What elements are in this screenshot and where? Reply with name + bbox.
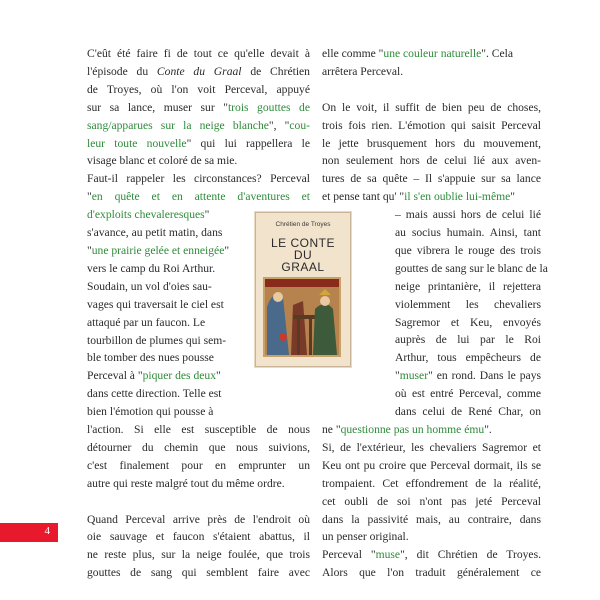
quote-highlight: leur toute nouvelle: [87, 136, 187, 150]
text-line: l'épisode du Conte du Graal de Chrétien: [87, 64, 310, 78]
text-line: violemment les chevaliers: [395, 297, 541, 311]
text-line: oie sauvage et faucon s'étaient abattus, il: [87, 530, 310, 544]
quote-highlight: muser: [399, 369, 429, 383]
paragraph-2: [322, 99, 548, 547]
cover-title: LE CONTE DU GRAAL: [270, 236, 335, 274]
text-line: arrêtera Perceval.: [322, 64, 404, 78]
book-title: Conte du Graal: [156, 64, 242, 78]
text-line: tourbillon de plumes qui sem-: [87, 333, 227, 347]
quote-highlight: il s'en oublie lui-même: [404, 190, 511, 204]
quote-highlight: une couleur naturelle: [383, 47, 482, 60]
text-line: trois fois rien. L'émotion qui saisit Perceval: [322, 118, 541, 132]
text-line: "en quête et en attente d'aventures et: [87, 190, 310, 204]
text-line: Si, de l'extérieur, les chevaliers Sagremor et: [322, 440, 541, 454]
text-line: ne "questionne pas un homme ému".: [322, 423, 492, 437]
text-line: non seulement hors de celui lié aux aven-: [322, 154, 541, 168]
text-line: sang/apparues sur la neige blanche", "cou-: [87, 118, 310, 132]
text-line: Faut-il rappeler les circonstances? Perceval: [87, 172, 310, 186]
text-line: Arthur, tous empêcheurs de: [395, 351, 541, 365]
text-line: Perceval "muse", dit Chrétien de Troyes.: [322, 548, 541, 562]
quote-highlight: trois gouttes de: [227, 100, 310, 114]
text-line: – mais aussi hors de celui lié: [395, 208, 541, 222]
paragraph-1: [322, 45, 541, 81]
text-line: Quand Perceval arrive près de l'endroit où: [87, 512, 310, 526]
quote-highlight: piquer des deux: [142, 369, 217, 383]
text-line: dans cette direction. Telle est: [87, 387, 222, 401]
text-line: au socius humain. Ainsi, tant: [395, 226, 541, 240]
text-line: où est entré Perceval, comme: [395, 387, 541, 401]
text-line: trompaient. Cet effondrement de la réalité,: [322, 476, 541, 490]
text-line: "une prairie gelée et enneigée": [87, 243, 230, 257]
text-line: de Troyes, où l'on voit Perceval, appuyé: [87, 82, 310, 96]
text-line: dans la passivité mais, au contraire, dans: [322, 512, 541, 526]
book-cover-image: [255, 212, 351, 367]
right-column: [322, 45, 548, 582]
text-line: que vibrera le rouge des trois: [395, 243, 541, 257]
text-line: Alors que l'on traduit généralement ce: [322, 566, 541, 580]
text-line: autre qui reste malgré tout du même ordre.: [87, 476, 285, 490]
page-number: 4: [44, 525, 50, 537]
paragraph-1: [87, 45, 310, 170]
text-line: ne reste plus, sur la neige foulée, que trois: [87, 548, 310, 562]
text-line: d'exploits chevaleresques": [87, 208, 210, 222]
text-line: et pense tant qu' "il s'en oublie lui-même": [322, 190, 515, 204]
quote-highlight: cou-: [289, 118, 310, 132]
quote-highlight: questionne pas un homme ému: [340, 423, 485, 437]
quote-highlight: muse: [375, 548, 401, 562]
text-line: un penser original.: [322, 530, 409, 544]
text-line: s'avance, au petit matin, dans: [87, 226, 223, 240]
text-line: vers le camp du Roi Arthur.: [87, 261, 216, 275]
text-line: vages qui traversait le ciel est: [87, 297, 224, 311]
text-line: neige printanière, il rejettera: [395, 279, 541, 293]
cover-illustration: [263, 277, 341, 357]
quote-highlight: une prairie gelée et enneigée: [91, 243, 225, 257]
text-line: bien l'émotion qui pousse à: [87, 405, 214, 419]
text-line: C'eût été faire fi de tout ce qu'elle devait à: [87, 47, 310, 60]
text-line: attaqué par un faucon. Le: [87, 315, 206, 329]
text-line: cet oubli de soi n'ont pas jeté Perceval: [322, 494, 541, 508]
text-line: gouttes de sang sur le blanc de la: [395, 261, 548, 275]
text-line: "muser" en rond. Dans le pays: [395, 369, 541, 383]
text-line: On le voit, il suffit de bien peu de choses,: [322, 100, 541, 114]
text-line: c'est finalement pour en emprunter un: [87, 458, 310, 472]
paragraph-3: [322, 546, 541, 582]
cover-author: Chrétien de Troyes: [275, 221, 331, 228]
text-line: Keu ont pu croire que Perceval dormait, ils se: [322, 458, 541, 472]
text-line: sur sa lance, muser sur "trois gouttes de: [87, 100, 310, 114]
text-line: elle comme "une couleur naturelle". Cela: [322, 47, 514, 60]
page-number-tab: [0, 523, 58, 542]
text-line: dans celui de René Char, on: [395, 405, 541, 419]
text-line: détourner du chemin que nous suivions,: [87, 440, 310, 454]
text-line: le jette brusquement hors du mouvement,: [322, 136, 541, 150]
text-line: auprès de lui par le Roi: [395, 333, 541, 347]
text-line: gouttes de sang qui semblent faire avec: [87, 566, 310, 580]
quote-highlight: d'exploits chevaleresques: [87, 208, 205, 222]
text-line: leur toute nouvelle" qui lui rappellera le: [87, 136, 310, 150]
text-line: Perceval à "piquer des deux": [87, 369, 221, 383]
text-line: Soudain, un vol d'oies sau-: [87, 279, 212, 293]
quote-highlight: sang/apparues sur la neige blanche: [87, 118, 269, 132]
quote-highlight: en quête et en attente d'aventures et: [91, 190, 310, 204]
text-line: tures de sa quête – Il s'appuie sur sa lance: [322, 172, 541, 186]
text-line: ble tomber des nues pousse: [87, 351, 214, 365]
text-line: Sagremor et Keu, envoyés: [395, 315, 541, 329]
paragraph-3: [87, 511, 310, 583]
text-line: visage blanc et coloré de sa mie.: [87, 154, 238, 168]
text-line: l'action. Si elle est susceptible de nous: [87, 423, 310, 437]
